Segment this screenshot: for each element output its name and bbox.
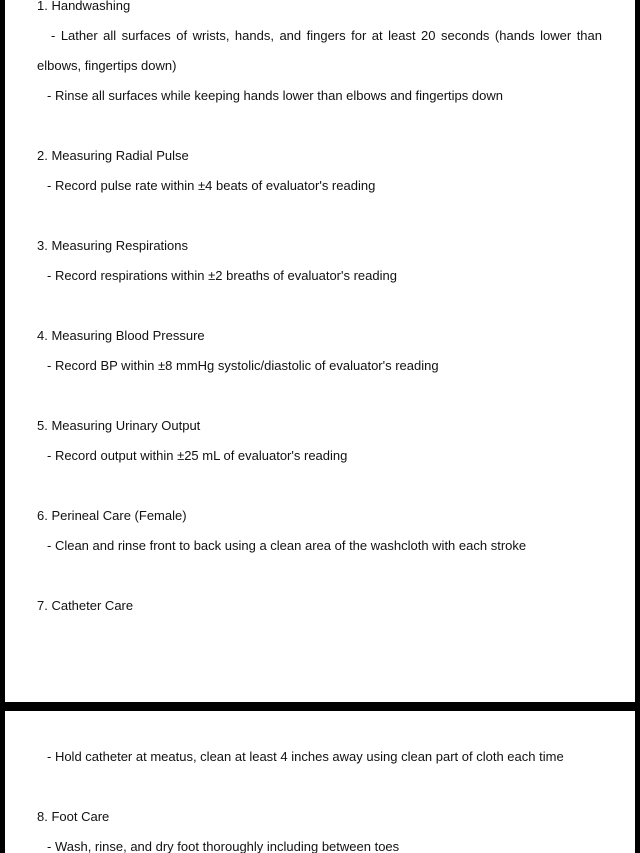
step-record-bp: - Record BP within ±8 mmHg systolic/diastolic of evaluator's reading (47, 358, 439, 373)
step-wash-foot: - Wash, rinse, and dry foot thoroughly including between toes (47, 839, 400, 853)
heading-perineal-care: 6. Perineal Care (Female) (37, 508, 187, 523)
heading-radial-pulse: 2. Measuring Radial Pulse (37, 148, 189, 163)
step-hold-catheter: - Hold catheter at meatus, clean at least 4 inches away using clean part of cloth each time (47, 749, 564, 764)
heading-catheter-care: 7. Catheter Care (37, 598, 134, 613)
heading-blood-pressure: 4. Measuring Blood Pressure (37, 328, 205, 343)
step-record-output: - Record output within ±25 mL of evaluator's reading (47, 448, 348, 463)
heading-urinary-output: 5. Measuring Urinary Output (37, 418, 201, 433)
step-record-respirations: - Record respirations within ±2 breaths of evaluator's reading (47, 268, 397, 283)
heading-respirations: 3. Measuring Respirations (37, 238, 189, 253)
document-page-1 (5, 0, 635, 702)
step-clean-front-to-back: - Clean and rinse front to back using a clean area of the washcloth with each stroke (47, 538, 527, 553)
step-lather-continued: elbows, fingertips down) (37, 58, 177, 73)
heading-foot-care: 8. Foot Care (37, 809, 110, 824)
document-page-2 (5, 711, 635, 853)
heading-handwashing: 1. Handwashing (37, 0, 131, 13)
step-rinse: - Rinse all surfaces while keeping hands lower than elbows and fingertips down (47, 88, 503, 103)
step-record-pulse: - Record pulse rate within ±4 beats of evaluator's reading (47, 178, 376, 193)
step-lather: - Lather all surfaces of wrists, hands, and fingers for at least 20 seconds (hands lower than (51, 28, 602, 43)
